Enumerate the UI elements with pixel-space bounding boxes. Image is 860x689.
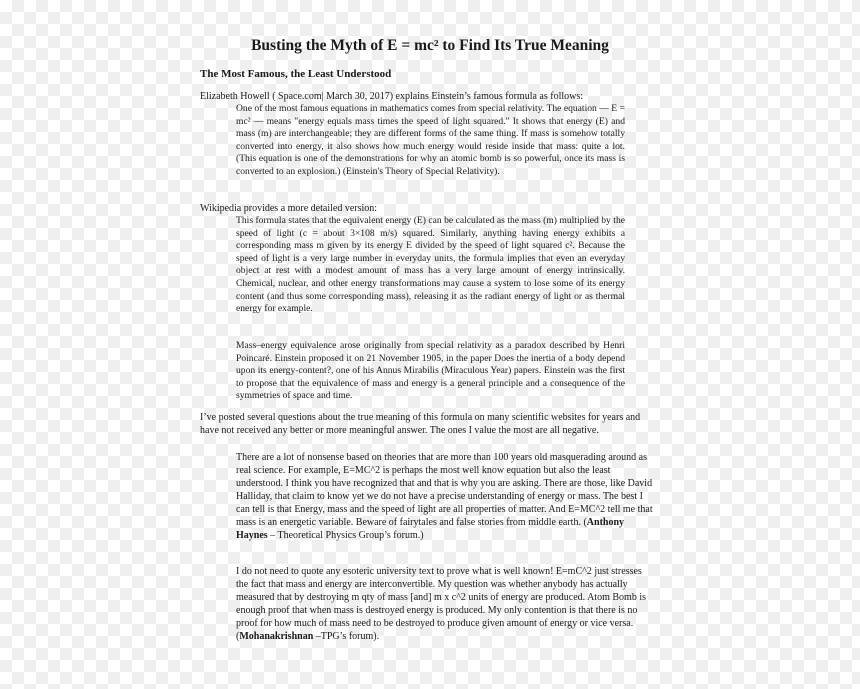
document-title: Busting the Myth of E = mc² to Find Its True Meaning xyxy=(251,37,609,54)
intro-howell: Elizabeth Howell ( Space.com| March 30, 2017) explains Einstein’s famous formula as follows: xyxy=(200,91,584,102)
section-heading: The Most Famous, the Least Understood xyxy=(200,68,392,80)
quote-mohanakrishnan xyxy=(236,565,654,643)
quote-haynes-source: – Theoretical Physics Group’s forum.) xyxy=(267,530,424,541)
quote-wikipedia-history: Mass–energy equivalence arose originally from special relativity as a paradox described by Henri Poincaré. Einstein proposed it on 21 November 1905, in the paper Does the inertia of a body depend upon its energy-content?, one of his Annus Mirabilis (Miraculous Year) papers. Einstein was the first to propose that the equivalence of mass and energy is a general principle and a consequence of the symmetries of space and time. xyxy=(236,340,625,402)
quote-haynes-author: Anthony Haynes xyxy=(236,517,625,541)
quote-wikipedia-formula: This formula states that the equivalent energy (E) can be calculated as the mass (m) multiplied by the speed of light (c = about 3×108 m/s) squared. Similarly, anything having energy exhibits a corresponding mass m given by its energy E divided by the speed of light squared c². Because the speed of light is a very large number in everyday units, the formula implies that even an everyday object at rest with a modest amount of mass has a very large amount of energy intrinsically. Chemical, nuclear, and other energy transformations may cause a system to lose some of its energy content (and thus some corresponding mass), releasing it as the radiant energy of light or as thermal energy for example. xyxy=(236,215,625,315)
quote-haynes xyxy=(236,451,654,542)
author-commentary: I’ve posted several questions about the true meaning of this formula on many scientific websites for years and have not received any better or more meaningful answer. The ones I value the most are all negative. xyxy=(200,412,641,436)
quote-mohanakrishnan-source: –TPG’s forum). xyxy=(313,631,380,642)
quote-mohanakrishnan-body: I do not need to quote any esoteric university text to prove what is well known! E=mC^2 just stresses the fact that mass and energy are interconvertible. My question was whether anybody has actually measured that by destroying m qty of mass [and] m x c^2 units of energy are produced. Atom Bomb is enough proof that when mass is destroyed energy is produced. My only contention is that there is no proof for how much of mass need to be destroyed to produce given amount of energy or vice versa. ( xyxy=(236,566,646,642)
quote-haynes-body: There are a lot of nonsense based on theories that are more than 100 years old masquerading around as real science. For example, E=MC^2 is perhaps the most well know equation but also the least understood. I think you have recognized that and that is why you are asking. There are those, like David Halliday, that claim to know yet we do not have a precise understanding of energy or mass. The best I can tell is that Energy, mass and the speed of light are all properties of matter. And E=MC^2 tell me that mass is an energetic variable. Beware of fairytales and false stories from middle earth. ( xyxy=(236,452,653,528)
quote-mohanakrishnan-author: Mohanakrishnan xyxy=(239,631,314,642)
quote-howell: One of the most famous equations in mathematics comes from special relativity. The equation — E = mc² — means "energy equals mass times the speed of light squared." It shows that energy (E) and mass (m) are interchangeable; they are different forms of the same thing. If mass is somehow totally converted into energy, it also shows how much energy would reside inside that mass: quite a lot. (This equation is one of the demonstrations for why an atomic bomb is so powerful, once its mass is converted to an explosion.) (Einstein's Theory of Special Relativity). xyxy=(236,103,625,177)
intro-wikipedia: Wikipedia provides a more detailed version: xyxy=(200,203,378,214)
